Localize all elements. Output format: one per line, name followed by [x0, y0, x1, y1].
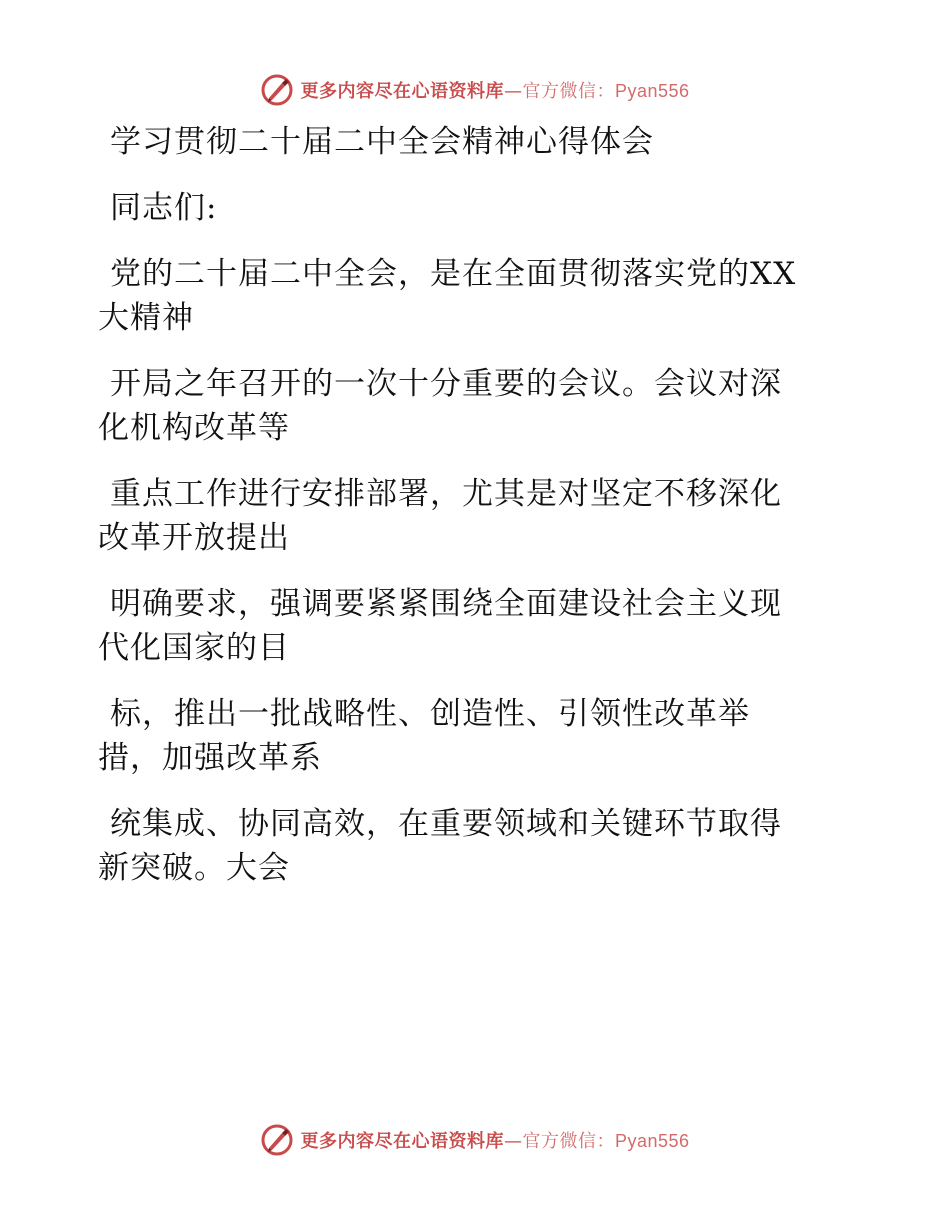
watermark-wechat-label: 官方微信：	[522, 1131, 615, 1152]
text-line: 开局之年召开的一次十分重要的会议。会议对深	[110, 366, 782, 402]
text-line: 标，推出一批战略性、创造性、引领性改革举	[110, 696, 750, 732]
salutation: 同志们:	[110, 190, 218, 226]
watermark-brand: 更多内容尽在心语资料库	[300, 81, 504, 102]
watermark-wechat-label: 官方微信：	[522, 81, 615, 102]
header-watermark	[0, 70, 950, 110]
watermark-dash: —	[503, 81, 523, 102]
text-line: 化机构改革等	[98, 410, 290, 446]
footer-watermark	[0, 1120, 950, 1160]
pen-logo-icon	[260, 73, 294, 107]
text-line: 重点工作进行安排部署，尤其是对坚定不移深化	[110, 476, 782, 512]
watermark-dash: —	[503, 1131, 523, 1152]
text-line: 党的二十届二中全会，是在全面贯彻落实党的XX	[110, 256, 797, 292]
text-line: 代化国家的目	[98, 630, 290, 666]
watermark-brand: 更多内容尽在心语资料库	[300, 1131, 504, 1152]
document-body	[98, 120, 838, 890]
text-line: 措，加强改革系	[98, 740, 322, 776]
document-title: 学习贯彻二十届二中全会精神心得体会	[110, 124, 654, 160]
watermark-wechat-id: Pyan556	[614, 1131, 690, 1151]
text-line: 明确要求，强调要紧紧围绕全面建设社会主义现	[110, 586, 782, 622]
watermark-wechat-id: Pyan556	[614, 81, 690, 101]
text-line: 大精神	[98, 300, 194, 336]
text-line: 改革开放提出	[98, 520, 290, 556]
pen-logo-icon	[260, 1123, 294, 1157]
text-line: 统集成、协同高效，在重要领域和关键环节取得	[110, 806, 782, 842]
text-line: 新突破。大会	[98, 850, 290, 886]
